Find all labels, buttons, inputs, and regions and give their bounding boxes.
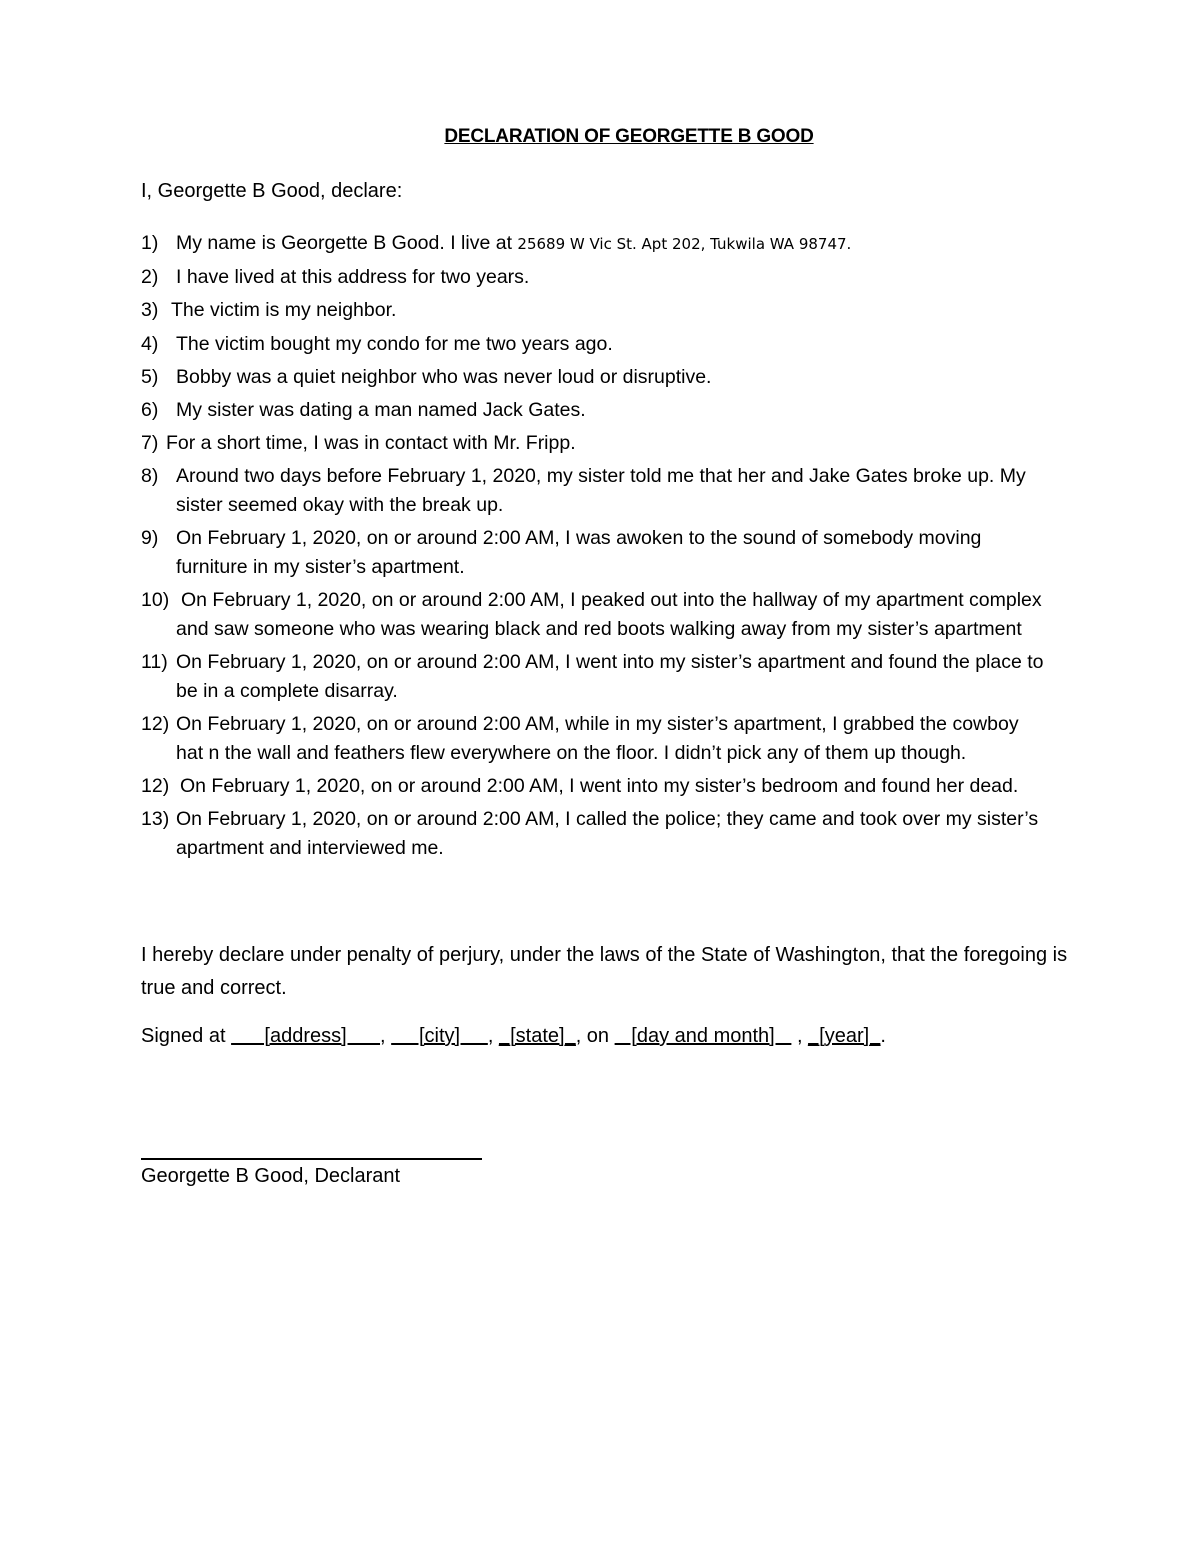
statement-text: The victim is my neighbor. [171, 299, 397, 322]
statement-item-5 [141, 363, 1051, 392]
statement-item-9 [141, 524, 1051, 581]
numbered-statements [141, 229, 1051, 867]
signed-prefix: Signed at [141, 1025, 232, 1047]
signed-at-line [141, 1025, 886, 1048]
perjury-declaration: I hereby declare under penalty of perjury, under the laws of the State of Washington, that the foregoing is true and correct. [141, 944, 1068, 999]
statement-number: 9) [141, 527, 159, 550]
statement-number: 6) [141, 399, 159, 422]
statement-item-12b [141, 772, 1051, 801]
statement-text: On February 1, 2020, on or around 2:00 AM, while in my sister’s apartment, I grabbed the cowboy hat n the wall and feathers flew everywhere on the floor. I didn’t pick any of them up though. [176, 713, 1019, 764]
statement-item-11 [141, 648, 1051, 705]
statement-text: I have lived at this address for two years. [176, 266, 530, 289]
statement-text: The victim bought my condo for me two years ago. [176, 332, 613, 355]
statement-item-8 [141, 462, 1051, 519]
statement-number: 5) [141, 365, 159, 388]
statement-item-6 [141, 396, 1051, 425]
day-month-blank: [day and month] [614, 1025, 792, 1047]
separator: , [791, 1025, 809, 1047]
statement-text: On February 1, 2020, on or around 2:00 AM, I was awoken to the sound of somebody moving furniture in my sister’s apartment. [176, 527, 982, 579]
statement-number: 8) [141, 465, 159, 488]
address-text: 25689 W Vic St. Apt 202, Tukwila WA 98747. [517, 235, 852, 253]
statement-number: 12) [141, 774, 170, 797]
statement-text: On February 1, 2020, on or around 2:00 AM, I went into my sister’s bedroom and found her dead. [180, 774, 1019, 797]
statement-item-2 [141, 263, 1051, 292]
city-blank: [city] [391, 1025, 488, 1047]
statement-number: 11) [141, 651, 168, 674]
statement-text: My sister was dating a man named Jack Gates. [176, 399, 586, 422]
statement-text: On February 1, 2020, on or around 2:00 AM, I called the police; they came and took over my sister’s apartment and interviewed me. [176, 808, 1039, 859]
statement-text: My name is Georgette B Good. I live at [176, 232, 518, 254]
intro-statement: I, Georgette B Good, declare: [141, 180, 403, 202]
statement-number: 7) [141, 432, 159, 455]
statement-number: 2) [141, 266, 159, 289]
statement-text: On February 1, 2020, on or around 2:00 AM, I peaked out into the hallway of my apartment complex and saw someone who was wearing black and red boots walking away from my sister’s apartment [176, 589, 1042, 640]
address-blank: [address] [231, 1025, 381, 1047]
document-title: DECLARATION OF GEORGETTE B GOOD [444, 126, 814, 147]
statement-text: Around two days before February 1, 2020, my sister told me that her and Jake Gates broke up. My sister seemed okay with the break up. [176, 465, 1026, 517]
statement-number: 12) [141, 713, 170, 736]
statement-number: 1) [141, 232, 159, 254]
statement-text: For a short time, I was in contact with Mr. Fripp. [166, 432, 576, 455]
declarant-name: Georgette B Good, Declarant [141, 1165, 401, 1187]
state-blank: _[state]_ [498, 1025, 576, 1047]
separator: , [487, 1025, 499, 1047]
statement-item-12 [141, 710, 1051, 767]
signature-line [141, 1158, 482, 1160]
statement-text: On February 1, 2020, on or around 2:00 AM, I went into my sister’s apartment and found the place to be in a complete disarray. [176, 651, 1044, 702]
separator: . [880, 1025, 886, 1047]
statement-number: 4) [141, 332, 159, 355]
statement-number: 10) [141, 589, 170, 612]
statement-number: 13) [141, 808, 170, 831]
statement-item-10 [141, 586, 1051, 643]
separator: , on [575, 1025, 615, 1047]
year-blank: _[year]_ [808, 1025, 881, 1047]
statement-item-13 [141, 805, 1051, 862]
statement-number: 3) [141, 299, 159, 322]
statement-text: Bobby was a quiet neighbor who was never loud or disruptive. [176, 365, 712, 388]
separator: , [380, 1025, 392, 1047]
statement-item-7 [141, 429, 1051, 458]
statement-item-4 [141, 330, 1051, 359]
statement-item-1 [141, 229, 1051, 259]
statement-item-3 [141, 296, 1051, 325]
